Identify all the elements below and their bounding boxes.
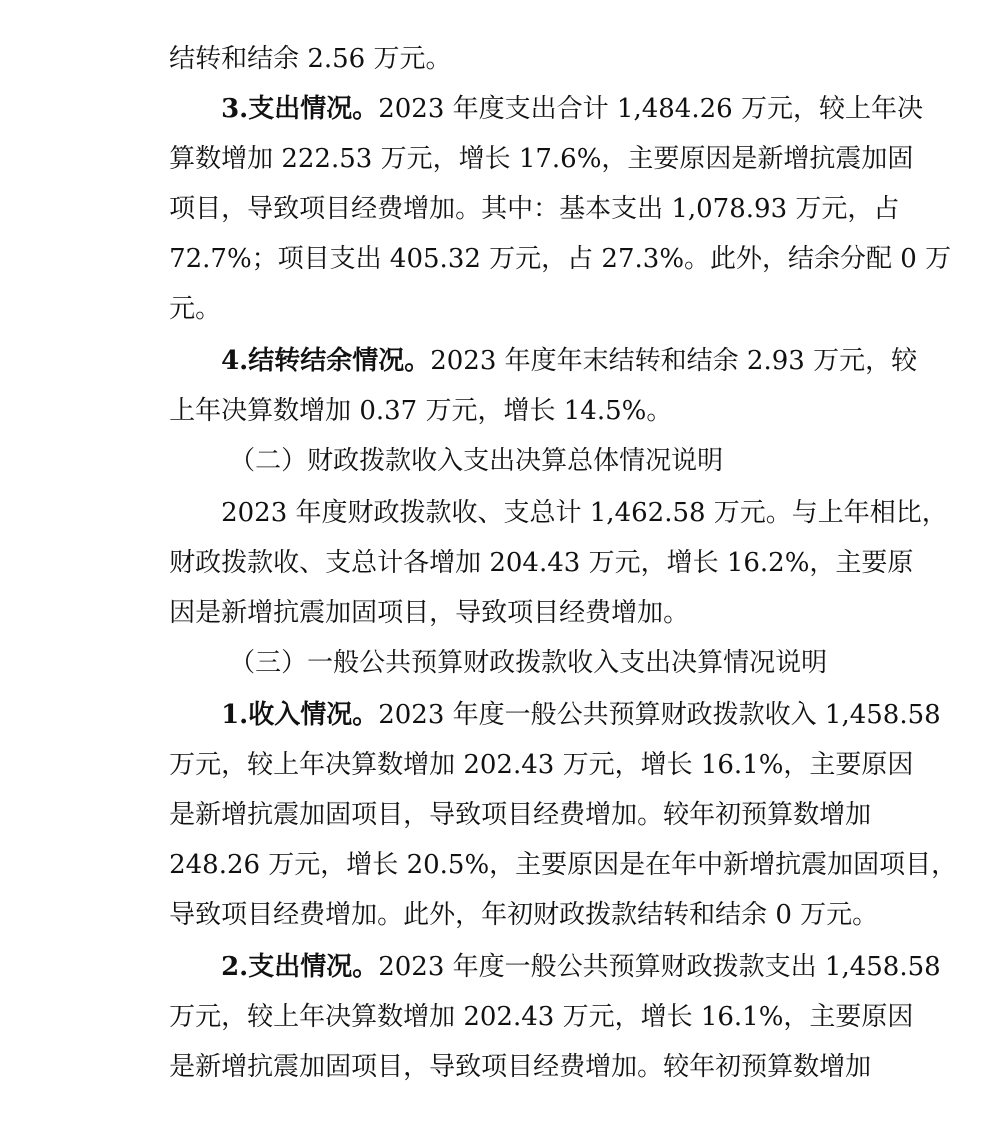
paragraph-line [0,702,1000,780]
paragraph-line [0,550,1000,628]
line-text: 万元，较上年决算数增加 202.43 万元，增长 16.1%，主要原因 [169,750,914,780]
line-text: 因是新增抗震加固项目，导致项目经费增加。 [169,598,690,628]
section-heading-carryover: 4.结转结余情况。 [221,346,431,376]
line-text: 算数增加 222.53 万元，增长 17.6%，主要原因是新增抗震加固 [169,144,914,174]
section-title-public-budget [0,600,1000,678]
section-title-financial-allocation [0,398,1000,476]
line-text: 2023 年度支出合计 1,484.26 万元，较上年决 [378,94,923,124]
line-text: 是新增抗震加固项目，导致项目经费增加。较年初预算数增加 [169,800,872,830]
section-heading-expenditure: 3.支出情况。 [221,94,379,124]
paragraph-line [0,1004,1000,1082]
paragraph-line [0,348,1000,426]
line-text: 财政拨款收、支总计各增加 204.43 万元，增长 16.2%，主要原 [169,548,914,578]
line-text: 万元，较上年决算数增加 202.43 万元，增长 16.1%，主要原因 [169,1002,914,1032]
line-text: 2023 年度财政拨款收、支总计 1,462.58 万元。与上年相比， [221,498,948,528]
line-text: 结转和结余 2.56 万元。 [169,44,452,74]
paragraph-line [0,852,1000,930]
line-text: 2023 年度一般公共预算财政拨款支出 1,458.58 [378,952,941,982]
paragraph-line [0,196,1000,274]
section-heading-income: 1.收入情况。 [221,700,379,730]
line-text: 是新增抗震加固项目，导致项目经费增加。较年初预算数增加 [169,1052,872,1082]
paragraph-line [0,46,1000,124]
paragraph-line [0,954,1000,1032]
paragraph-line [0,146,1000,224]
line-text: 72.7%；项目支出 405.32 万元，占 27.3%。此外，结余分配 0 万 [169,244,952,274]
line-text: 248.26 万元，增长 20.5%，主要原因是在年中新增抗震加固项目， [169,850,958,880]
section-title-text: （二）财政拨款收入支出决算总体情况说明 [229,446,724,476]
line-text: 元。 [169,294,222,324]
paragraph-line [0,652,1000,730]
paragraph-line [0,0,1000,74]
line-text: 上年决算数增加 0.37 万元，增长 14.5%。 [169,396,673,426]
line-text: 2023 年度年末结转和结余 2.93 万元，较 [430,346,918,376]
paragraph-line [0,752,1000,830]
paragraph-line [0,450,1000,528]
paragraph-line [0,802,1000,880]
line-text: 项目，导致项目经费增加。其中：基本支出 1,078.93 万元，占 [169,194,900,224]
line-text: 导致项目经费增加。此外，年初财政拨款结转和结余 0 万元。 [169,900,879,930]
paragraph-line [0,298,1000,376]
line-text: 2023 年度一般公共预算财政拨款收入 1,458.58 [378,700,941,730]
paragraph-line [0,246,1000,324]
paragraph-line [0,96,1000,174]
section-heading-public-expenditure: 2.支出情况。 [221,952,379,982]
paragraph-line [0,500,1000,578]
section-title-text: （三）一般公共预算财政拨款收入支出决算情况说明 [229,648,828,678]
paragraph-line [0,904,1000,982]
